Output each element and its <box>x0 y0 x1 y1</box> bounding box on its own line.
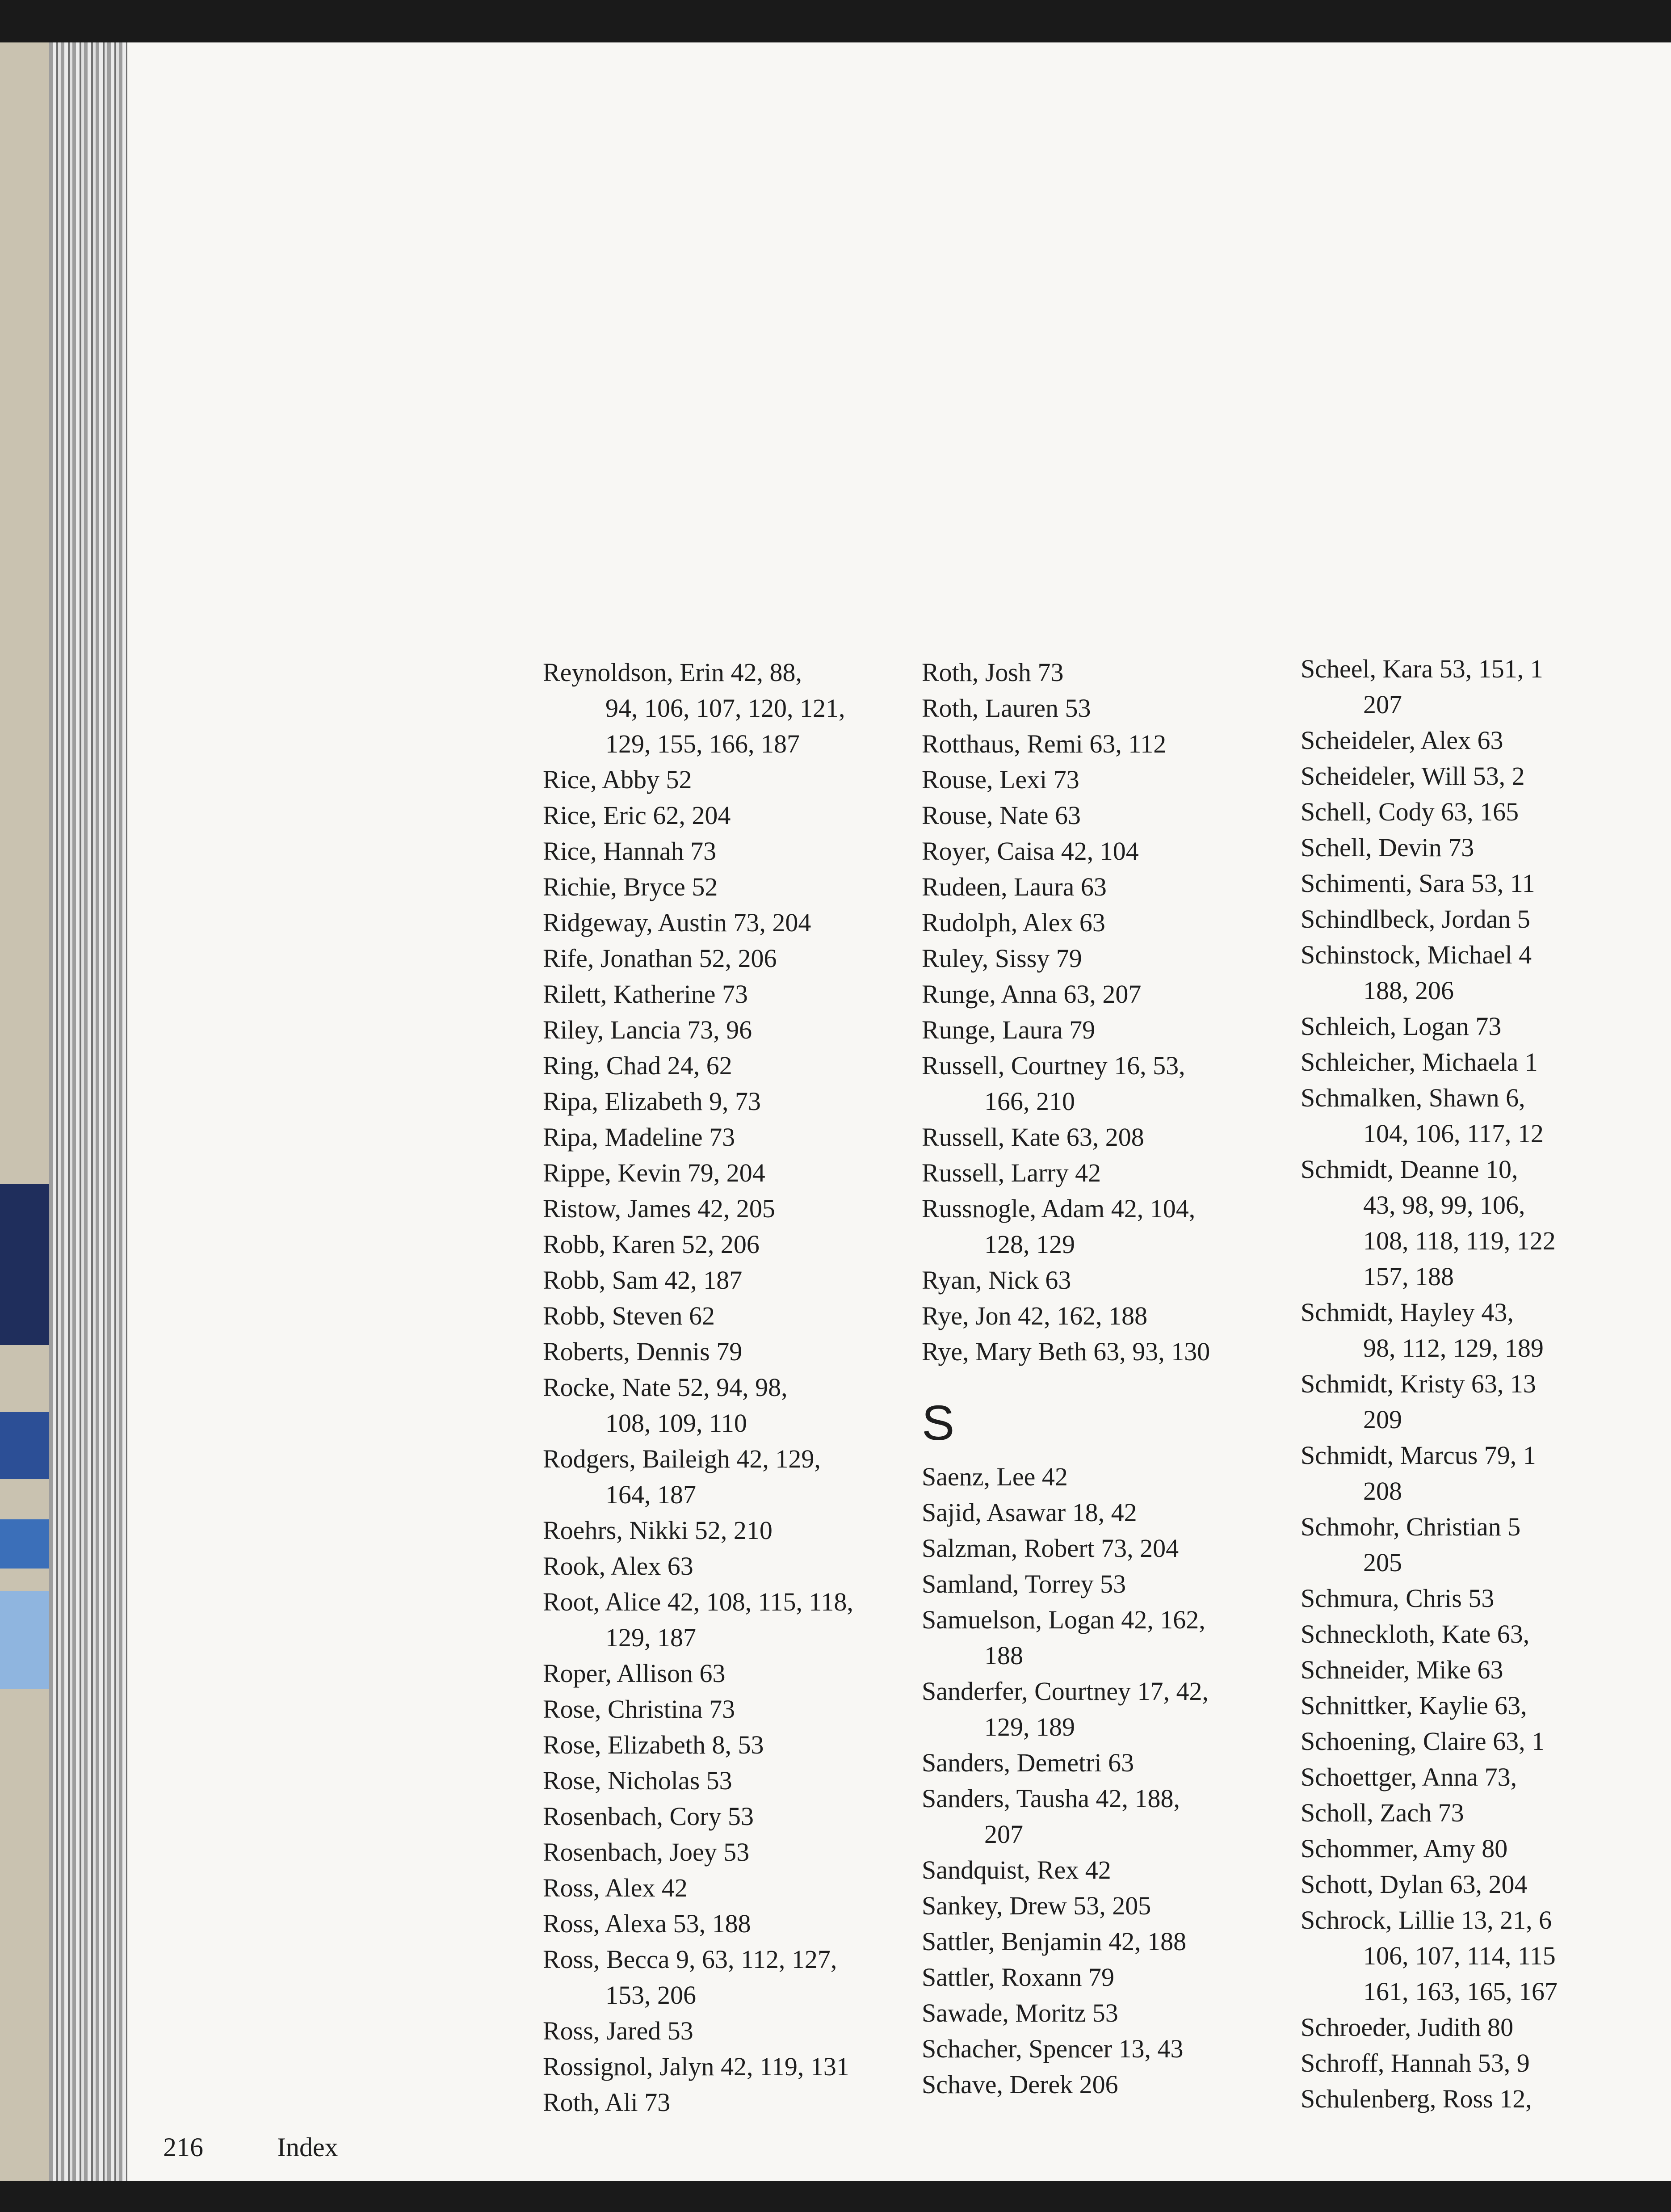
index-entry: Samland, Torrey 53 <box>922 1569 1126 1598</box>
index-entry-continuation: 98, 112, 129, 189 <box>1363 1333 1544 1363</box>
index-entry: Robb, Karen 52, 206 <box>543 1230 760 1259</box>
index-entry: Roper, Allison 63 <box>543 1659 726 1688</box>
index-entry-continuation: 209 <box>1363 1405 1402 1434</box>
index-entry: Ripa, Elizabeth 9, 73 <box>543 1087 761 1116</box>
index-entry: Sanderfer, Courtney 17, 42, <box>922 1677 1209 1706</box>
index-entry: Schott, Dylan 63, 204 <box>1301 1870 1528 1899</box>
index-entry: Rouse, Nate 63 <box>922 801 1081 830</box>
index-entry: Schmohr, Christian 5 <box>1301 1512 1521 1541</box>
index-entry: Sanders, Demetri 63 <box>922 1748 1134 1777</box>
index-column-1 <box>543 655 853 2120</box>
index-entry: Richie, Bryce 52 <box>543 872 718 901</box>
index-entry: Roth, Lauren 53 <box>922 694 1091 723</box>
index-entry: Roth, Josh 73 <box>922 658 1064 687</box>
index-entry: Russnogle, Adam 42, 104, <box>922 1194 1196 1223</box>
index-entry-continuation: 43, 98, 99, 106, <box>1363 1190 1525 1220</box>
index-entry: Schell, Cody 63, 165 <box>1301 797 1519 826</box>
index-entry-continuation: 153, 206 <box>605 1981 696 2010</box>
index-entry: Robb, Sam 42, 187 <box>543 1266 743 1295</box>
index-entry-continuation: 161, 163, 165, 167 <box>1363 1977 1558 2006</box>
index-entry: Rye, Jon 42, 162, 188 <box>922 1301 1148 1330</box>
index-column-3 <box>1301 651 1671 2117</box>
index-entry: Ristow, James 42, 205 <box>543 1194 775 1223</box>
index-entry: Samuelson, Logan 42, 162, <box>922 1605 1205 1634</box>
index-entry-continuation: 129, 187 <box>605 1623 696 1652</box>
index-entry: Rosenbach, Cory 53 <box>543 1802 754 1831</box>
index-entry-continuation: 157, 188 <box>1363 1262 1454 1291</box>
index-entry: Rouse, Lexi 73 <box>922 765 1079 794</box>
index-entry: Sankey, Drew 53, 205 <box>922 1891 1151 1920</box>
index-entry: Rossignol, Jalyn 42, 119, 131 <box>543 2052 849 2081</box>
index-entry: Root, Alice 42, 108, 115, 118, <box>543 1587 853 1616</box>
index-entry: Russell, Larry 42 <box>922 1158 1101 1187</box>
index-entry: Schroeder, Judith 80 <box>1301 2013 1514 2042</box>
index-entry-continuation: 208 <box>1363 1476 1402 1506</box>
book-page-edges <box>49 42 127 2181</box>
index-entry: Rippe, Kevin 79, 204 <box>543 1158 765 1187</box>
index-entry: Schinstock, Michael 4 <box>1301 940 1532 969</box>
index-entry: Russell, Kate 63, 208 <box>922 1123 1144 1152</box>
index-entry: Robb, Steven 62 <box>543 1301 715 1330</box>
index-entry: Roberts, Dennis 79 <box>543 1337 743 1366</box>
index-entry-continuation: 207 <box>984 1820 1023 1849</box>
index-entry: Schoening, Claire 63, 1 <box>1301 1727 1545 1756</box>
index-entry: Runge, Laura 79 <box>922 1015 1096 1044</box>
index-entry: Rye, Mary Beth 63, 93, 130 <box>922 1337 1210 1366</box>
index-entry: Rosenbach, Joey 53 <box>543 1838 750 1867</box>
index-entry-continuation: 106, 107, 114, 115 <box>1363 1941 1556 1970</box>
index-entry: Schimenti, Sara 53, 11 <box>1301 869 1535 898</box>
index-entry: Rook, Alex 63 <box>543 1552 693 1581</box>
index-entry: Schoettger, Anna 73, <box>1301 1762 1517 1791</box>
index-entry: Schmidt, Hayley 43, <box>1301 1298 1514 1327</box>
index-entry: Schommer, Amy 80 <box>1301 1834 1508 1863</box>
top-border <box>0 0 1671 42</box>
column-2-entries-s <box>922 1459 1210 2103</box>
bottom-border <box>0 2181 1671 2212</box>
index-entry: Scholl, Zach 73 <box>1301 1798 1464 1827</box>
index-entry: Rife, Jonathan 52, 206 <box>543 944 777 973</box>
column-2-entries <box>922 655 1210 1370</box>
column-1-entries <box>543 655 853 2120</box>
section-footer-label: Index <box>277 2132 338 2162</box>
index-entry: Ross, Alexa 53, 188 <box>543 1909 751 1938</box>
index-entry: Schmidt, Deanne 10, <box>1301 1155 1518 1184</box>
index-entry: Rodgers, Baileigh 42, 129, <box>543 1444 821 1473</box>
index-entry: Sattler, Roxann 79 <box>922 1963 1115 1992</box>
index-entry: Schleich, Logan 73 <box>1301 1012 1502 1041</box>
index-entry: Ridgeway, Austin 73, 204 <box>543 908 811 937</box>
index-entry: Schroff, Hannah 53, 9 <box>1301 2048 1530 2077</box>
index-entry: Ruley, Sissy 79 <box>922 944 1082 973</box>
index-entry-continuation: 164, 187 <box>605 1480 696 1509</box>
edge-stripe-navy <box>0 1184 49 1345</box>
column-3-entries <box>1301 651 1671 2117</box>
index-entry: Roehrs, Nikki 52, 210 <box>543 1516 773 1545</box>
index-entry: Ryan, Nick 63 <box>922 1266 1071 1295</box>
index-entry: Reynoldson, Erin 42, 88, <box>543 658 802 687</box>
index-entry: Rose, Elizabeth 8, 53 <box>543 1730 764 1759</box>
index-entry: Schmalken, Shawn 6, <box>1301 1083 1525 1112</box>
index-entry: Sattler, Benjamin 42, 188 <box>922 1927 1187 1956</box>
index-entry-continuation: 94, 106, 107, 120, 121, <box>605 694 845 723</box>
index-entry: Sanders, Tausha 42, 188, <box>922 1784 1180 1813</box>
index-entry: Sawade, Moritz 53 <box>922 1998 1118 2027</box>
page-number: 216 <box>163 2132 203 2162</box>
section-letter-s: S <box>922 1396 955 1451</box>
edge-stripe-mid-blue <box>0 1519 49 1569</box>
index-entry: Schrock, Lillie 13, 21, 6 <box>1301 1905 1552 1934</box>
index-entry: Ross, Jared 53 <box>543 2016 693 2045</box>
index-entry: Rocke, Nate 52, 94, 98, <box>543 1373 788 1402</box>
index-entry: Rudolph, Alex 63 <box>922 908 1105 937</box>
index-entry: Rose, Nicholas 53 <box>543 1766 732 1795</box>
edge-stripe-light-blue <box>0 1591 49 1689</box>
index-entry-continuation: 188, 206 <box>1363 976 1454 1005</box>
index-entry: Rotthaus, Remi 63, 112 <box>922 729 1167 758</box>
index-page <box>127 42 1671 2181</box>
index-entry-continuation: 128, 129 <box>984 1230 1075 1259</box>
index-entry: Scheideler, Will 53, 2 <box>1301 761 1525 791</box>
index-entry: Schacher, Spencer 13, 43 <box>922 2034 1184 2063</box>
index-entry: Rudeen, Laura 63 <box>922 872 1107 901</box>
index-entry: Scheel, Kara 53, 151, 1 <box>1301 654 1543 683</box>
index-entry: Saenz, Lee 42 <box>922 1462 1068 1491</box>
index-entry: Royer, Caisa 42, 104 <box>922 837 1139 866</box>
index-entry: Schnittker, Kaylie 63, <box>1301 1691 1527 1720</box>
index-entry: Schleicher, Michaela 1 <box>1301 1047 1538 1077</box>
index-entry: Schneider, Mike 63 <box>1301 1655 1503 1684</box>
edge-stripe-blue <box>0 1412 49 1479</box>
index-entry-continuation: 188 <box>984 1641 1023 1670</box>
index-entry: Riley, Lancia 73, 96 <box>543 1015 752 1044</box>
index-entry: Ross, Becca 9, 63, 112, 127, <box>543 1945 837 1974</box>
index-entry: Rice, Hannah 73 <box>543 837 717 866</box>
index-entry: Rose, Christina 73 <box>543 1695 735 1724</box>
index-entry: Rice, Abby 52 <box>543 765 692 794</box>
index-entry: Sajid, Asawar 18, 42 <box>922 1498 1137 1527</box>
index-entry: Ripa, Madeline 73 <box>543 1123 735 1152</box>
index-entry: Scheideler, Alex 63 <box>1301 726 1503 755</box>
index-entry: Roth, Ali 73 <box>543 2088 671 2117</box>
index-entry-continuation: 108, 118, 119, 122 <box>1363 1226 1556 1255</box>
index-entry: Schmidt, Kristy 63, 13 <box>1301 1369 1536 1398</box>
index-column-2 <box>922 655 1210 2103</box>
index-entry: Schmura, Chris 53 <box>1301 1584 1495 1613</box>
index-entry: Runge, Anna 63, 207 <box>922 980 1142 1009</box>
index-entry: Sandquist, Rex 42 <box>922 1855 1111 1884</box>
index-entry: Ross, Alex 42 <box>543 1873 688 1902</box>
index-entry: Ring, Chad 24, 62 <box>543 1051 732 1080</box>
index-entry-continuation: 166, 210 <box>984 1087 1075 1116</box>
index-entry: Schneckloth, Kate 63, <box>1301 1619 1530 1648</box>
index-entry: Schell, Devin 73 <box>1301 833 1474 862</box>
section-gap <box>922 1370 1210 1388</box>
index-entry: Schindlbeck, Jordan 5 <box>1301 904 1530 934</box>
index-entry: Schmidt, Marcus 79, 1 <box>1301 1441 1536 1470</box>
index-entry-continuation: 129, 155, 166, 187 <box>605 729 800 758</box>
index-entry-continuation: 104, 106, 117, 12 <box>1363 1119 1544 1148</box>
index-entry-continuation: 108, 109, 110 <box>605 1409 747 1438</box>
index-entry-continuation: 129, 189 <box>984 1712 1075 1741</box>
index-entry: Russell, Courtney 16, 53, <box>922 1051 1185 1080</box>
index-entry: Salzman, Robert 73, 204 <box>922 1534 1179 1563</box>
index-entry: Rilett, Katherine 73 <box>543 980 748 1009</box>
index-entry-continuation: 207 <box>1363 690 1402 719</box>
index-entry: Rice, Eric 62, 204 <box>543 801 731 830</box>
index-entry: Schulenberg, Ross 12, <box>1301 2084 1532 2113</box>
index-entry: Schave, Derek 206 <box>922 2070 1118 2099</box>
index-entry-continuation: 205 <box>1363 1548 1402 1577</box>
